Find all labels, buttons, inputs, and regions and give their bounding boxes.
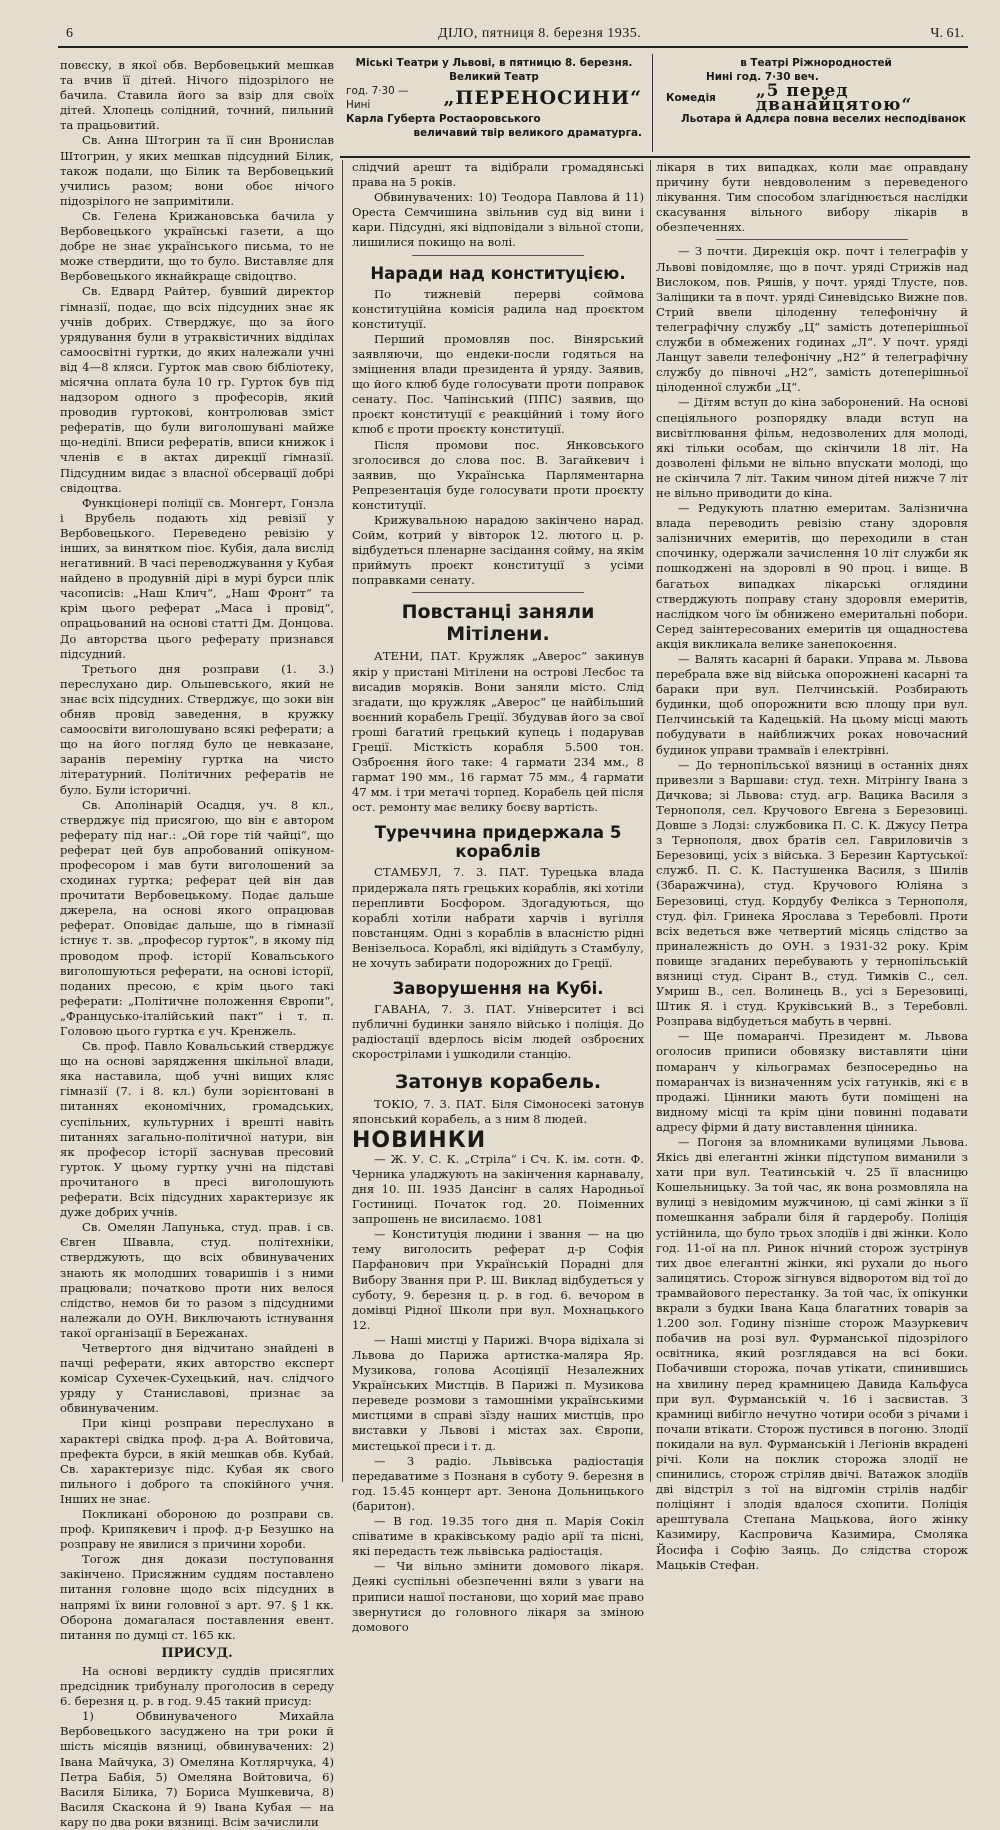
- ad-variety: [666, 56, 966, 126]
- news-item: — В год. 19.35 того дня п. Марія Сокіл співатиме в краківському радіо арії та пісні, які передасть теж львівська радіостація.: [352, 1514, 644, 1559]
- paragraph: При кінці розправи переслухано в характері свідка проф. д-ра А. Войтовича, префекта бурси, в якій мешкав обв. Кубай. Св. характеризує підс. Кубая як свого пильного і доброго та спокійного учня. Інших не знає.: [60, 1416, 334, 1506]
- column-rule-2: [650, 160, 651, 1482]
- paragraph: слідчий арешт та відібрали громадянські права на 5 років.: [352, 160, 644, 190]
- ad-opera-time: год. 7·30 — Нині: [346, 85, 409, 111]
- paragraph: Крижувальною нарадою закінчено нарад. Сойм, котрий у вівторок 12. лютого ц. р. відбудеться пленарне засідання сойму, на якім приймуть проєкт конституції з усіми поправками сенату.: [352, 512, 644, 588]
- ad-opera-line1: Міські Театри у Львові, в пятницю 8. березня.: [355, 57, 633, 69]
- column-rule-1: [342, 160, 343, 1482]
- paragraph: Покликані обороною до розправи св. проф. Крипякевич і проф. д-р Безушко на розправу не явилися з причини хороби.: [60, 1507, 334, 1552]
- ad-opera-author: Карла Губерта Ростаоровського: [346, 113, 541, 125]
- news-item: — Редукують платню емеритам. Залізнична влада переводить ревізію стану здоровля залізничних емеритів, що переходили в стан спочинку, одержали зачислення 10 літ служби як пошкоджені на здоровлі в 90 проц. і вище. В багатьох випадках лікарські оглядини стверджують поправу стану здоровля емеритів, наслідком чого їм обнижено емеритальні побори. Серед заінтересованих емеритів ця ощадностева акція викликала велике занепокоєння.: [656, 501, 968, 651]
- ad-divider: [652, 54, 653, 152]
- page-number: 6: [66, 26, 73, 41]
- paragraph: Функціонері поліції св. Монгерт, Гонзла і Врубель подають хід ревізії у Вербовецького. Переведено ревізію у інших, за винятком піоє. Кубія, дала вислід негативний. В часі переводжування у Кубая найдено в продувній дірі в мурі бурси плік часописів: „Наш Клич“, „Наш Фронт“ та крім цього реферат „Маса і провід“, опрацьований на основі статті Дм. Донцова. До авторства цього реферату признався підсудний.: [60, 495, 334, 661]
- news-item: — Валять касарні й бараки. Управа м. Львова перебрала вже від війська опорожнені касарні та бараки при вул. Пелчинській. Розбирають будинки, щоб опорожнити всю площу при вул. Пелчинській та Кадецькій. На цьому місці мають побудувати в найближчих роках новочасний будинок управи трамваїв і електрівні.: [656, 652, 968, 757]
- page-header: [58, 22, 968, 48]
- paragraph: Після промови пос. Янковського зголосився до слова пос. В. Загайкевич і заявив, що Українська Парляментарна Репрезентація буде голосувати проти проєкту конституції.: [352, 437, 644, 512]
- news-item: — Дітям вступ до кіна заборонений. На основі спеціяльного розпорядку влади вступ на висвітлювання фільм, недозволених для молоді, які тільки особам, що скінчили 18 літ. На дозволені фільми не вільно впускати молоді, що не скінчила 7 літ. Таким чином дітей нижче 7 літ не вільно приводити до кіна.: [656, 395, 968, 500]
- paragraph: На основі вердикту суддів присяглих предсідник трибуналу проголосив в середу 6. березня ц. р. в год. 9.45 такий присуд:: [60, 1663, 334, 1709]
- ad-variety-kind: Комедія: [666, 92, 716, 104]
- ad-opera: [346, 56, 642, 140]
- headline-ship: Затонув корабель.: [394, 1070, 602, 1093]
- ad-variety-line1: в Театрі Ріжнородностей: [740, 57, 892, 69]
- news-item: — До тернопільської вязниці в останніх днях привезли з Варшави: студ. техн. Мітрінгу Івана з Дичкова; зі Львова: студ. агр. Вацика Василя з Тернополя, сел. Кручового Евгена з Березовиці. Довше з Лодзі: службовика П. С. К. Джусу Петра з Тернополя, двох братів сел. Гавриловичів з Березовиці, усіх з війська. З Березин Картуської: служб. П. С. К. Пастушенка Василя, з Шилів (Збаражчина), студ. Кручового Юліяна з Березовиці, студ. Кордубу Фелікса з Тернополя, студ. філ. Гринека Ярослава з Теребовлі. Проти всіх ведеться вже четвертий місяць слідство за приналежність до ОУН. з 1931-32 року. Крім повище згаданих перебувають у тернопільській вязниці студ. Сірант В., студ. Тимків С., сел. Умриш В., сел. Волинець В., усі з Березовиці, Штик Я. і студ. Круківський В., з Теребовлі. Розправа відбудеться мабуть в червні.: [656, 757, 968, 1029]
- paragraph: АТЕНИ, ПАТ. Кружляк „Аверос“ закинув якір у пристані Мітілени на острові Лесбос та висадив моряків. Вони заняли місто. Слід згадати, що кружляк „Аверос“ це найбільший воєнний корабель Греції. Збудував його за свої гроші багатий грецький купець і подарував Греції. Місткість корабля 5.500 тон. Озброєння його таке: 4 гармати 234 мм., 8 гармат 190 мм., 16 гармат 75 мм., 4 гармати 47 мм. і три метачі торпед. Корабель цей після ост. ремонту має велику боєву вартість.: [352, 649, 644, 815]
- news-item: — Наші мистці у Парижі. Вчора відіхала зі Львова до Парижа артистка-маляра Яр. Музикова, голова Асоціяції Незалежних Українських Мистців. В Парижі п. Музикова переведе розмови з тамошніми українськими мистцями в справі зїзду наших мистців, про виставки у Львові і містах зах. Європи, мистецької преси і т. д.: [352, 1332, 644, 1453]
- news-item: — Ще помаранчі. Президент м. Львова оголосив приписи обовязку виставляти ціни помаранч у кільограмах безпосередньо на помаранчах із визначенням усіх гатунків, які є в продажі. Цінники мають бути поміщені на видному місці та крім ціни повинні подавати адресу фірми й дату виставлення цінника.: [656, 1029, 968, 1134]
- ad-variety-time: Нині год. 7·30 веч.: [706, 71, 819, 83]
- news-item: — Чи вільно змінити домового лікаря. Деякі суспільні обезпеченні вяли з уваги на приписи нашої постанови, що хорий має право звернутися до головного лікаря за зміною домового: [352, 1559, 644, 1634]
- paragraph: Обвинувачених: 10) Теодора Павлова й 11) Ореста Семчишина звільнив суд від вини і кари. Підсудні, які відповідали з вільної стопи, лишилися покищо на волі.: [352, 190, 644, 250]
- divider: [716, 239, 908, 240]
- paragraph: повєску, в якої обв. Вербовецький мешкав та вчив її дітей. Нічого підозрілого не бачила. Ставила його за взір для своїх дітей. Хлопець солідний, точний, пильний та працьовитий.: [60, 58, 334, 133]
- column-news: [352, 160, 644, 1634]
- ad-opera-title: „ПЕРЕНОСИНИ“: [443, 87, 642, 109]
- paragraph: Св. Аполінарій Осадця, уч. 8 кл., стверджує під присягою, що він є автором реферату під наг.: „Ой горе тій чайці“, що реферат цей був апробований опікуном-професором і мав бути виголошений за сходинах гуртка; реферат цей він дав прочитати Вербовецькому. Подає дальше джерела, на основі якого опрацював реферат. Оповідає дальше, що в гімназії істнує т. зв. „професор гурток“, в якому під проводом проф. історії Ковальського виголошуються реферати, на основі історії, поданих пресою, є крім цього такі реферати: „Політичне положення Європи“, „Францусько-італійський пакт“ і т. п. Головою цього гуртка є уч. Кренжель.: [60, 797, 334, 1038]
- paragraph: лікаря в тих випадках, коли має оправдану причину бути невдоволеним з переведеного лікування. Тим способом злагіднюється наслідки скасування вільного вибору лікарів в обезпеченнях.: [656, 160, 968, 235]
- paragraph: СТАМБУЛ, 7. 3. ПАТ. Турецька влада придержала пять грецьких кораблів, які хотіли перепливти Босфором. Здогадуються, що кораблі хотіли набрати харчів і вугілля повстанцям. Одні з кораблів в власністю рідні Венізельоса. Кораблі, які відійдуть з Стамбулу, не хочуть забирати подорожних до Греції.: [352, 865, 644, 971]
- headline-turkey: Туреччина придержала 5 кораблів: [374, 823, 622, 862]
- masthead: ДІЛО, пятниця 8. березня 1935.: [438, 26, 642, 41]
- paragraph: ТОКІО, 7. 3. ПАТ. Біля Сімоносекі затонув японський корабель, а з ним 8 людей.: [352, 1096, 644, 1126]
- ad-variety-desc: Льотара й Адлєра повна веселих несподіванок: [681, 113, 966, 125]
- paragraph: Св. Анна Штогрин та її син Вронислав Штогрин, у яких мешкав підсудний Білик, також подали, що Білик та Вербовецький учились разом; вони обоє нічого підозрілого не запримітили.: [60, 133, 334, 208]
- paragraph: Св. Омелян Лапунька, студ. прав. і св. Євген Швавла, студ. політехніки, стверджують, що всіх обвинувачених знають як молодших товаришів і з ними працювали; початково проти них велося слідство, немов би то разом з підсудними належали до ОУН. Виключають істнування такої організації в Бережанах.: [60, 1220, 334, 1340]
- news-item: — Ж. У. С. К. „Стріла“ і Сч. К. ім. сотн. Ф. Черника уладжують на закінчення карнавалу, дня 10. III. 1935 Дансінг в салях Народньої Гостиниці. Початок год. 20. Поіменних запрошень не висилаємо. 1081: [352, 1151, 644, 1227]
- divider: [412, 592, 584, 593]
- headline-cuba: Заворушення на Кубі.: [392, 979, 604, 999]
- paragraph: Третього дня розправи (1. 3.) переслухано дир. Ольшевського, який не знає всіх підсудних. Стверджує, що зоки він обняв провід заведення, в кружку самоосвіти виголошувано всякі реферати; а що на його погляд було це невказане, заранів переміну гуртка на чисто літературний. Політичних рефератів не було. Були історичні.: [60, 661, 334, 797]
- paragraph: Св. Едвард Райтер, бувший директор гімназії, подає, що всіх підсудних знає як учнів добрих. Стверджує, що за його урядування були в утраквістичних відділах самоосвітні гуртки, до яких належали учні від 4—8 кляси. Гурток мав свою бібліотеку, місячна оплата була 10 гр. Гурток був під надзором одного з професорів, який проводив гуртокові, контролював зміст рефератів, що були виголошувані майже що-неділі. Вписи рефератів, вписи книжок і членів є в актах дирекції гімназії. Підсудним видає з власної обсервації добрі свідоцтва.: [60, 284, 334, 495]
- paragraph: ГАВАНА, 7. 3. ПАТ. Університет і всі публичні будинки заняло військо і поліція. До радіостації вдерлось вісім людей озброєних скорострілами і ушкодили станцію.: [352, 1002, 644, 1062]
- verdict-heading: ПРИСУД.: [161, 1645, 233, 1661]
- news-item: — Конституція людини і звання — на цю тему виголосить реферат д-р Софія Парфанович при Українській Порадні для Вибору Звання при Р. Ш. Виклад відбудеться у суботу, 9. березня ц. р. в год. 6. вечором в домівці Рідної Школи при вул. Мохнацького 12.: [352, 1227, 644, 1332]
- issue-number: Ч. 61.: [930, 26, 964, 41]
- paragraph: Четвертого дня відчитано знайдені в пачці реферати, яких авторство експерт комісар Сухечек-Сухецький, нач. слідчого уряду у Станиславові, признає за обвинуваченим.: [60, 1340, 334, 1416]
- paragraph: По тижневій перерві соймова конституційна комісія радила над проєктом конституції.: [352, 286, 644, 331]
- paragraph: Св. Гелена Крижановська бачила у Вербовецького українські газети, а що добре не знає українського письма, то не може ствердити, що то було. Виставляє для Вербовецького якнайкраще свідоцтво.: [60, 208, 334, 284]
- news-item: — З радіо. Львівська радіостація передаватиме з Познаня в суботу 9. березня в год. 15.45 концерт арт. Зенона Дольницького (баритон).: [352, 1453, 644, 1513]
- paragraph: Перший промовляв пос. Вінярський заявляючи, що ендеки-посли годяться на зміцнення влади президента й уряду. Заявив, що його клюб буде голосувати проти поправок сенату. Пос. Чапінський (ППС) заявив, що проєкт конституції є реакційний і тому його клюб є проти проєкту конституції.: [352, 331, 644, 437]
- paragraph: Тогож дня докази поступовання закінчено. Присяжним суддям поставлено питання головне щодо всіх підсудних в напрямі їх вини головної з арт. 97. § 1 кк. Оборона домагалася поставлення евент. питання по думці ст. 165 кк.: [60, 1552, 334, 1642]
- section-title-novinky: НОВИНКИ: [352, 1127, 487, 1153]
- ad-opera-desc: величавий твір великого драматурга.: [413, 127, 642, 139]
- paragraph: Св. проф. Павло Ковальський стверджує що на основі зарядження шкільної влади, яка наставила, щоб учні вищих кляс гімназії (7. і 8. кл.) були зорієнтовані в питаннях економічних, громадських, суспільних, культурних і врешті навіть питаннях загально-політичної натури, він як професор історії заснував пресовий гурток. У цьому гуртку учні на підставі прочитаного в пресі виголошують реферати. Всіх підсудних характеризує як дуже добрих учнів.: [60, 1039, 334, 1220]
- column-chronicle: [656, 160, 968, 1572]
- headline-mytilene: Повстанці заняли Мітілени.: [401, 601, 595, 646]
- ad-variety-title: „5 перед дванайцятою“: [755, 81, 913, 115]
- divider: [412, 255, 584, 256]
- column-court-report: [60, 58, 334, 1829]
- news-item: — Погоня за вломниками вулицями Львова. Якісь дві елегантні жінки підступом виманили з хати при вул. Театинській ч. 25 її власницю Кошельницьку. За той час, як вона розмовляла на вулиці з невідомим мужчиною, ці самі жінки з її помешкання забрали біля й гардеробу. Поліція устійнила, що було трьох злодіїв і дві жінки. Коло год. 11-ої на пл. Ринок нічний сторож зустрінув тих двоє елегантні жінки, які рухали до нього залицятись. Сторож зігнувся відворотом від тої до трамвайового перестанку. За той час, їх опікунки вкрали з будки Івана Каца благатних товарів за 1.200 зол. Годину пізніше сторож Мазуркевич побачив на розі вул. Фурманської підозрілого освітника, який розглядався на всі боки. Побачивши сторожа, почав утікати, спинившись на хвилину перед крамницею Давида Кальфуса при вул. Фурманській ч. 16 і засвистав. З крамниці вибігло нечутно чотири особи з річами і почали втікати. Сторож пустився в погоню. Злодії покидали на вул. Фурманській і Легіонів вкрадені річі. Коли на поклик сторожа злодії не спинились, сторож стріляв двічі. Ватажок злодіїв дві відстріл з тої на відгомін стрілів надбіг поліціянт і злодія вдалося схопити. Поліція арештувала Степана Мацькова, його жінку Казимиру, Каспровича Казимира, Смоляка Йосифа і Софію Заяць. До слідства сторож Мацьків Стефан.: [656, 1135, 968, 1572]
- ad-opera-line2: Великий Театр: [449, 71, 539, 83]
- theatre-ads: [340, 50, 970, 158]
- headline-constitution: Наради над конституцією.: [370, 263, 626, 283]
- news-item: — З почти. Дирекція окр. почт і телеграфів у Львові повідомляє, що в почт. уряді Стрижів над Вислоком, пов. Ряшів, у почт. уряді Тлусте, пов. Заліщики та в почт. уряді Синевідсько Вижне пов. Стрий ввели цілоденну телефонічну й телеграфічну службу „Ц“ замість дотеперішньої служби в обмежених годинах „Л“. У почт. уряді Ланцут завели телефонічну „Н2“ й телеграфічну службу до півночі „Н2“, замість дотеперішньої цілоденної служби „Ц“.: [656, 244, 968, 395]
- paragraph: 1) Обвинуваченого Михайла Вербовецького засуджено на три роки й шість місяців вязниці, обвинувачених: 2) Івана Майчука, 3) Омеляна Котлярчука, 4) Петра Бабія, 5) Омеляна Войтовича, 6) Василя Білика, 7) Бориса Мушкевича, 8) Василя Скаскона й 9) Івана Кубая — на кару по два роки вязниці. Всім зачислили: [60, 1709, 334, 1829]
